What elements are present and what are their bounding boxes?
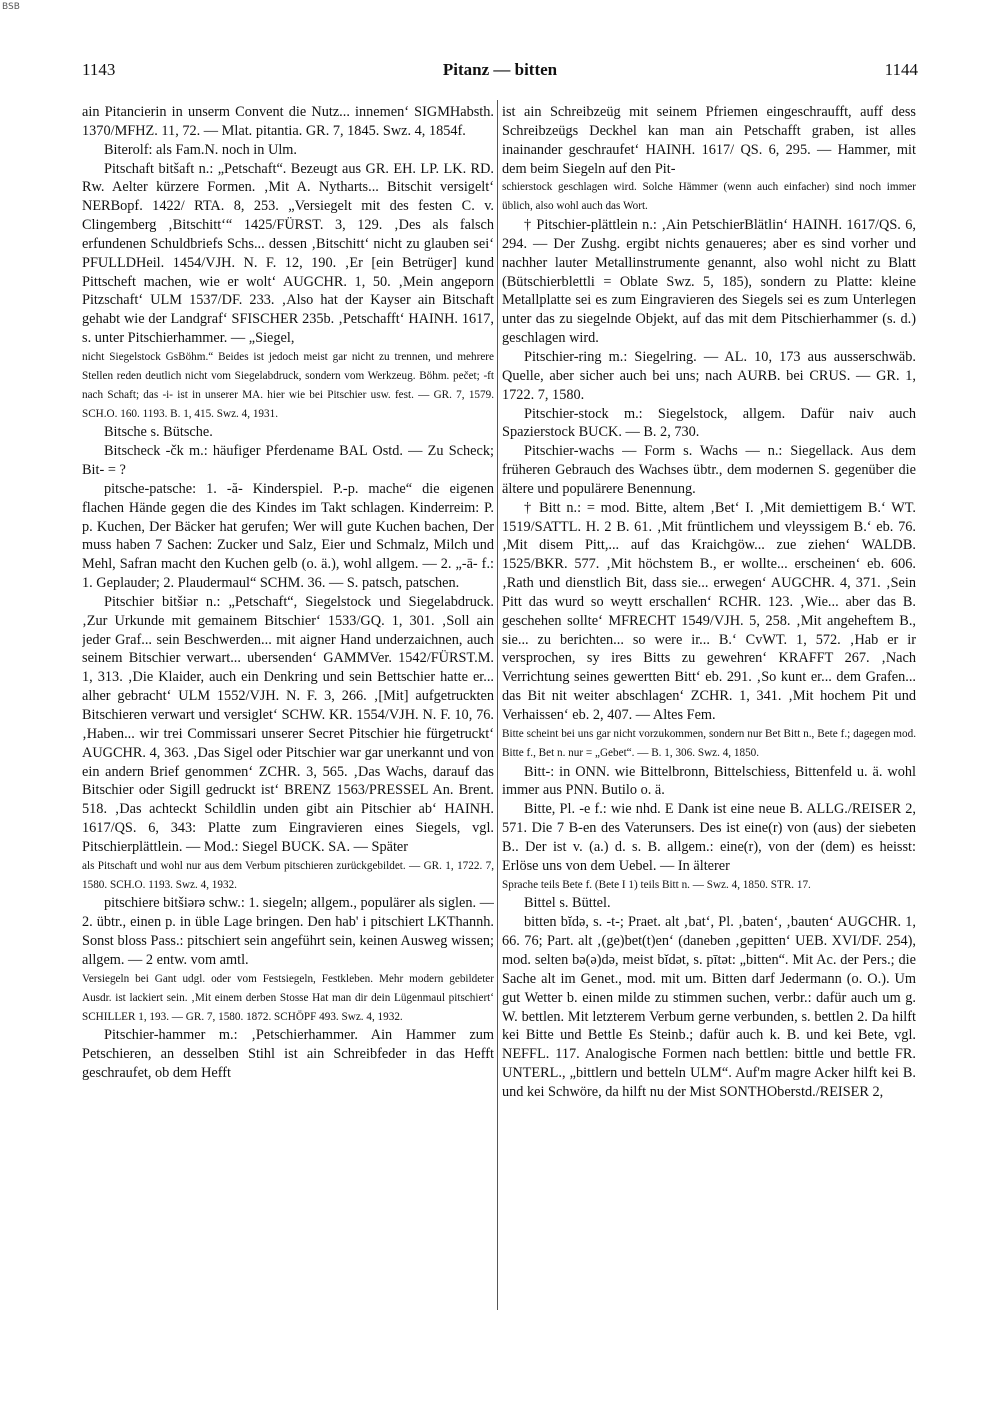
etymology-note: als Pitschaft und wohl nur aus dem Verbum pitschieren zurückgebildet. — GR. 1, 1722. 7, 1580. SCH.O. 1193. Swz. 4, 1932. — [82, 859, 494, 891]
dictionary-entry: pitschiere bitšiərə schw.: 1. siegeln; allgem., populärer als siglen. — 2. übtr., einen p. in üble Lage bringen. Den hab' i pitschiert LKThannh. Sonst bloss Pass.: pitschiert sein angeführt sein, keinen Ausweg wissen; allgem. — 2 entw. vom amtl. — [82, 895, 494, 968]
dictionary-entry: Bitsche s. Bütsche. — [104, 424, 213, 441]
dictionary-entry: † Pitschier-plättlein n.: ‚Ain PetschierBlätlin‘ HAINH. 1617/QS. 6, 294. — Der Zushg. ergibt nichts genaueres; aber es sind vorher und nachher lauter Metallinstrumente genannt, also wohl nicht zu Blatt (Bütschierblettli = Oblate Swz. 5, 185), sondern zu Platte: kleine Metallplatte sei es zum Eingravieren des Siegels sei es zum Unterlegen unter das zu siegelnde Objekt, auf das mit dem Pitschierhammer (s. d.) geschlagen wird. — [502, 217, 916, 347]
dictionary-entry: bitten bĭdə, s. -t-; Praet. alt ‚bat‘, Pl. ‚baten‘, ‚bauten‘ AUGCHR. 1, 66. 76; Part. alt ‚(ge)bet(t)en‘ (daneben ‚gepitten‘ UEB. XVI/DF. 254), mod. selten bə(ə)də, meist bĭdət, s. pītət: „bitten“. Mit Ac. der Pers.; die Sache alt im Genet., mod. mit um. Bitten darf Jedermann (o. O.). Um gut Wetter b. einen milde zu stimmen suchen, verbr.: dafür auch um g. W. bettlen. Mit letzterem Verbum gerne verbunden, s. bettlen 2. Da hilft kei Bitte und Bettle Es Steinb.; dafür auch k. B. und kei Bete, vgl. NEFFL. 117. Analogische Formen nach bettlen: bittle und bettle FR. UNTERL., „bittlern und betteln ULM“. Auf'm magre Acker hilft kei B. und kei Schwöre, da hilft nu der Mist SONTHOberstd./REISER 2, — [502, 914, 916, 1100]
page-header — [82, 60, 918, 82]
paragraph: ist ain Schreibzeüg mit seinem Pfriemen eingeschraufft, auff dess Schreibzeügs Deckhel kan man ain Petschafft graben, ist alles inainander geschraufet‘ HAINH. 1617/ QS. 6, 295. — Hammer, mit dem beim Siegeln auf den Pit- — [502, 104, 916, 177]
dictionary-entry: † Bitt n.: = mod. Bitte, altem ‚Bet‘ I. ‚Mit demiettigem B.‘ WT. 1519/SATTL. H. 2 B. 61. ‚Mit früntlichem und vleyssigem B.‘ eb. 76. ‚Mit disem Pitt,... auf das Kraichgöw... zue ziehen‘ WALDB. 1525/BKR. 577. ‚Mit höchstem B., er wollte... erscheinen‘ eb. 606. ‚Rath und dienstlich Bit, dass sie... erwegen‘ AUGCHR. 4, 371. ‚Sein Pitt das wurd so weytt erschallen‘ RCHR. 123. ‚Wie... aber das B. geschehen sollte‘ MFRECHT 1549/VJH. 5, 258. ‚Mit angeheftem B., sie... zu berichten... so were ir... B.‘ CvWT. 1, 572. ‚Hab er ir versprochen, sy ires Bitts zu gewehren‘ KRAFFT 267. ‚Nach Verrichtung seines gewertten Bitt‘ eb. 291. ‚So kunt er... dem Grafen... das Bit nit weiter abschlagen‘ ZCHR. 1, 341. ‚Mit hochem Pit und Verhaissen‘ eb. 2, 407. — Altes Fem. — [502, 499, 916, 723]
dictionary-entry: Pitschier bitšiər n.: „Petschaft“, Siegelstock und Siegelabdruck. ‚Zur Urkunde mit gemainem Bitschier‘ 1533/GQ. 1, 301. ‚Soll ain jeder Graf... sein Beschwerden... mit aigner Hand underzaichnen, auch seinem Bitschier verwart... ubersenden‘ GAMMVer. 1542/FÜRST.M. 1, 313. ‚Die Klaider, auch ein Denkring und sein Bettschier hatte er... alher gebracht‘ ULM 1552/VJH. N. F. 3, 266. ‚[Mit] aufgetruckten Bitschieren verwart und versiglet‘ SCHW. KR. 1554/VJH. N. F. 10, 76. ‚Haben... wir trei Commissari unserer Secret Pitschier hie fürgetruckt‘ AUGCHR. 4, 363. ‚Das Sigel oder Pitschier war gar unerkannt und von ein andern Brief genommen‘ ZCHR. 3, 565. ‚Das Wachs, darauf das Bitschier oder Sigill gedruckt ist‘ BRENZ 1563/PRESSEL An. Brent. 518. ‚Das achteckt Schildlin unden gibt ain Pitschier ab‘ HAINH. 1617/QS. 6, 343: Platte zum Eingravieren eines Siegels, vgl. Pitschierplättlein. — Mod.: Siegel BUCK. SA. — Später — [82, 593, 494, 855]
watermark: BSB — [2, 2, 20, 12]
dictionary-entry: Pitschier-stock m.: Siegelstock, allgem. Dafür naiv auch Spazierstock BUCK. — B. 2, 730. — [502, 405, 916, 441]
etymology-note: Bitte scheint bei uns gar nicht vorzukommen, sondern nur Bet Bitt n., Bete f.; dagegen mod. Bitte f., Bet n. nur = „Gebet“. — B. 1, 306. Swz. 4, 1850. — [502, 727, 916, 759]
dictionary-entry: Biterolf: als Fam.N. noch in Ulm. — [104, 141, 297, 158]
dictionary-entry: pitsche-patsche: 1. -ă- Kinderspiel. P.-p. mache“ die eigenen flachen Hände gegen die des Kindes im Takt schlagen. Kinderreim: P. p. Kuchen, Der Bäcker hat gerufen; Wer will gute Kuchen bachen, Der muss haben 7 Sachen: Zucker und Salz, Eier und Schmalz, Milch und Mehl, Safran macht den Kuchen gelb (o. ä.), wohl allgem. — 2. „-ā- f.: 1. Geplauder; 2. Plaudermaul“ SCHM. 36. — S. patsch, patschen. — [82, 480, 494, 592]
column-divider — [497, 100, 498, 1310]
paragraph: ain Pitancierin in unserm Convent die Nutz... innemen‘ SIGMHabsth. 1370/MFHZ. 11, 72. — Mlat. pitantia. GR. 7, 1845. Swz. 4, 1854f. — [82, 104, 494, 139]
dictionary-entry: Pitschier-ring m.: Siegelring. — AL. 10, 173 aus ausserschwäb. Quelle, aber sicher auch bei uns; nach AURB. bei CRUS. — GR. 1, 1722. 7, 1580. — [502, 348, 916, 403]
dictionary-entry: Bitscheck -čk m.: häufiger Pferdename BAL Ostd. — Zu Scheck; Bit- = ? — [82, 443, 494, 479]
right-column — [502, 103, 916, 1331]
etymology-note: nicht Siegelstock GsBöhm.“ Beides ist jedoch meist gar nicht zu trennen, und mehrere Stellen reden deutlich nicht vom Siegelabdruck, sondern vom Werkzeug. Böhm. pečet; -ft nach Schaft; das -i- ist in unserer MA. hier wie bei Pitschier usw. fest. — GR. 7, 1579. SCH.O. 160. 1193. B. 1, 415. Swz. 4, 1931. — [82, 350, 494, 420]
dictionary-entry: Bitte, Pl. -e f.: wie nhd. E Dank ist eine neue B. ALLG./REISER 2, 571. Die 7 B-en des Vaterunsers. Des ist eine(r) von (aus) der siebeten B.. Der ist v. (a.) d. s. B. allgem.: eine(r), von der (dem) es heisst: Erlöse uns von dem Uebel. — In älterer — [502, 801, 916, 874]
dictionary-entry: Pitschier-wachs — Form s. Wachs — n.: Siegellack. Aus dem früheren Gebrauch des Wachses übtr., dem modernen S. gegenüber die ältere und populärere Benennung. — [502, 443, 916, 497]
left-column — [82, 103, 494, 1331]
running-title: Pitanz — bitten — [442, 60, 558, 79]
dictionary-entry: Pitschier-hammer m.: ‚Petschierhammer. Ain Hammer zum Petschieren, an desselben Stihl ist ain Schreibfeder in das Hefft geschraufet, ob dem Hefft — [82, 1027, 494, 1082]
etymology-note: schierstock geschlagen wird. Solche Hämmer (wenn auch einfacher) sind noch immer üblich, also wohl auch das Wort. — [502, 181, 916, 213]
dictionary-entry: Pitschaft bitšaft n.: „Petschaft“. Bezeugt aus GR. EH. LP. LK. RD. Rw. Aelter kürzere Formen. ‚Mit A. Nytharts... Bitschit versigelt‘ NERBopf. 1422/ RTA. 8, 253. „Versiegelt mit des festen C. v. Clingemberg ‚Bitschitt‘“ 1425/FÜRST. 3, 129. ‚Des als falsch erfundenen Schuldbriefs Schs... dessen ‚Bitschitt‘ nicht zu glauben sei‘ PFULLDHeil. 1454/VJH. N. F. 12, 190. ‚Er [ein Betrüger] kund Pittscheft machen, wie er wolt‘ AUGCHR. 1, 50. ‚Mein angeporn Pitzschaft‘ ULM 1537/DF. 233. ‚Also hat der Kayser ain Bitschaft gehabt wie der Landgraf‘ SFISCHER 235b. ‚Petschafft‘ HAINH. 1617, s. unter Pitschierhammer. — „Siegel, — [82, 160, 494, 347]
etymology-note: Sprache teils Bete f. (Bete I 1) teils Bitt n. — Swz. 4, 1850. STR. 17. — [502, 878, 811, 891]
dictionary-entry: Bitt-: in ONN. wie Bittelbronn, Bittelschiess, Bittenfeld u. ä. wohl immer aus PNN. Butilo o. ä. — [502, 763, 916, 799]
dictionary-entry: Bittel s. Büttel. — [524, 895, 611, 912]
page-number-left: 1143 — [82, 60, 116, 79]
page-number-right: 1144 — [884, 60, 918, 79]
etymology-note: Versiegeln bei Gant udgl. oder vom Festsiegeln, Festkleben. Mehr modern gebildeter Ausdr. ist lackiert sein. ‚Mit einem derben Stosse Hat man dir dein Lügenmaul pitschiert‘ SCHILLER 1, 193. — GR. 7, 1580. 1872. SCHÖPF 493. Swz. 4, 1932. — [82, 972, 494, 1023]
